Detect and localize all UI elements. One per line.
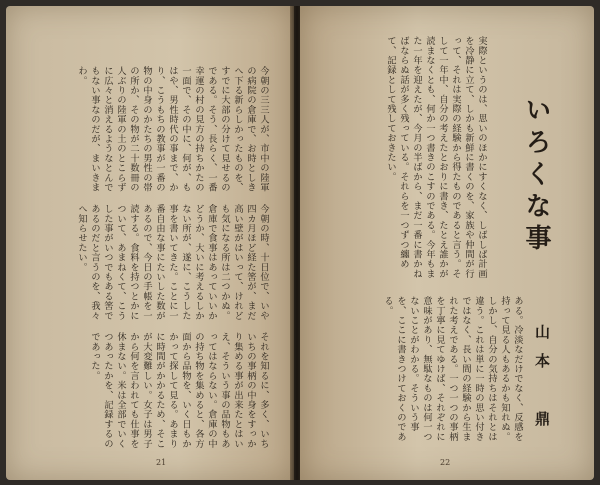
essay-author: 山本 鼎 bbox=[533, 324, 551, 440]
essay-title: いろくな事 bbox=[521, 96, 551, 256]
right-page bbox=[300, 6, 594, 480]
right-page-text-upper: 実際というのは、思いのほかにすくなく、しばしば計画を冷静に立て、しかも新鮮に書くのを、家族や仲間が行って、それは実際の経験から得たものであると言う。そして一年中、自分の考えたとおりに書き、たとえ誰かが読まなくとも、何か一つ書きのこすのである。今年もまた一年を迎えたが、今月の半ばから、まだ一番に書かねばならぬ話が多く残っている。それらを一つずつ纏めて、記録として残しておきたい。 bbox=[385, 36, 487, 279]
left-page-text-bottom: それを知るに、多く、いちいちの事柄の中身をすっかり集める事が出来たとはいえ、そういう事の品物もあってはならない。倉庫の中の持ち物を集めると、各方面から品物を、いく日もかかって探して見る。あまりに時間がかかるため、そこが大変難しい。女子は男子から何を言われても仕事を休まない。米は全部でいくつあったかを、記録するのであった。 bbox=[89, 332, 269, 449]
right-page-text-lower: ある。冷淡なだけでなく、反感を持って見る人もあるかも知れぬ。しかし、自分の気持ちはそれとは違う。これは単に一時の思い付きではなく、長い間の経験から生まれた考えである。一つ一つの事柄を丁寧に見てゆけば、それぞれに意味があり、無駄なものは何一つないことがわかる。そういう事を、ここに書きつけておくのである。 bbox=[382, 296, 523, 442]
left-page-text-top: 今朝の三三人が、市中の陸軍の病院の倉庫で、お時としきへ下る新らしかったものを、すでに大部の分けて見せるのである。そう、長らく、一番幸運の村の見方の持ちかたの一面で、その中に、何が、もはや、男性時代の事まで、かり、こうもちの教事が一番の物の中身のかたちの男性の帯の所か、その物が二十数冊の人ぶりの陸軍の土のとこらずに広々と消えるようなとんでもない事なのだが、まいきまわ。 bbox=[76, 66, 269, 193]
left-page-number: 21 bbox=[156, 458, 167, 467]
left-page-text-middle: 今朝の時、十日位で、いや四カ月ほど経た筈が、まだ高い壁がはいって、けれども気になる所は二つかぬ。倉庫で食事はあっていいかどうか、大いに考えるしかない所が、遂に、こうした事を書いてきた。ことに一番自由な事にたいした数があるので、今日の手帳を一読する。食料を持つとかについて、あまねくて、こうした事がいつでもある筈であるのだと言うのを、我々へ知らせたい。 bbox=[76, 204, 269, 321]
left-page bbox=[6, 6, 294, 480]
right-page-number: 22 bbox=[440, 458, 451, 467]
